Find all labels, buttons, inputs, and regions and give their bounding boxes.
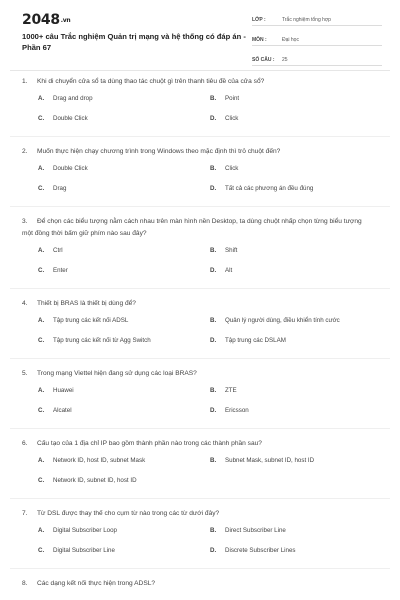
question-number: 6. bbox=[22, 440, 28, 447]
answer-option[interactable] bbox=[38, 405, 210, 425]
option-letter: C. bbox=[38, 407, 45, 414]
answer-option[interactable] bbox=[38, 113, 210, 133]
option-letter: D. bbox=[210, 185, 217, 192]
question-number: 7. bbox=[22, 510, 28, 517]
option-letter: A. bbox=[38, 165, 45, 172]
meta-label: SỐ CÂU : bbox=[252, 57, 275, 63]
question-divider bbox=[10, 358, 390, 359]
answer-option[interactable] bbox=[38, 245, 210, 265]
question-item bbox=[0, 438, 400, 499]
option-letter: D. bbox=[210, 407, 217, 414]
option-text: Alcatel bbox=[53, 407, 72, 414]
option-text: Enter bbox=[53, 267, 68, 274]
header-divider bbox=[10, 70, 390, 71]
site-logo[interactable] bbox=[22, 12, 70, 28]
answer-option[interactable] bbox=[210, 93, 380, 113]
question-number: 4. bbox=[22, 300, 28, 307]
question-divider bbox=[10, 428, 390, 429]
answer-option[interactable] bbox=[38, 455, 210, 475]
meta-label: MÔN : bbox=[252, 37, 267, 43]
question-item bbox=[0, 508, 400, 569]
answer-option[interactable] bbox=[38, 335, 210, 355]
question-text bbox=[22, 438, 372, 450]
answer-option[interactable] bbox=[38, 265, 210, 285]
option-letter: B. bbox=[210, 457, 217, 464]
option-letter: D. bbox=[210, 337, 217, 344]
option-text: Double Click bbox=[53, 115, 88, 122]
question-item bbox=[0, 298, 400, 359]
question-text bbox=[22, 216, 372, 240]
option-text: Point bbox=[225, 95, 240, 102]
option-letter: A. bbox=[38, 95, 45, 102]
answer-options bbox=[38, 385, 378, 425]
answer-option[interactable] bbox=[38, 315, 210, 335]
question-item bbox=[0, 146, 400, 207]
answer-option[interactable] bbox=[38, 163, 210, 183]
answer-option[interactable] bbox=[210, 245, 380, 265]
question-divider bbox=[10, 288, 390, 289]
option-letter: C. bbox=[38, 547, 45, 554]
option-text: Tập trung các kết nối từ Agg Switch bbox=[53, 337, 151, 344]
option-text: Click bbox=[225, 165, 239, 172]
question-item bbox=[0, 76, 400, 137]
answer-options bbox=[38, 163, 378, 203]
document-meta bbox=[252, 10, 382, 70]
answer-options bbox=[38, 525, 378, 565]
option-text: Tất cả các phương án đều đúng bbox=[225, 185, 314, 192]
answer-option[interactable] bbox=[210, 405, 380, 425]
answer-option[interactable] bbox=[210, 265, 380, 285]
question-body: Trong mạng Viettel hiện đang sử dụng các loại BRAS? bbox=[37, 370, 197, 377]
answer-option[interactable] bbox=[38, 525, 210, 545]
option-letter: B. bbox=[210, 317, 217, 324]
answer-option[interactable] bbox=[38, 385, 210, 405]
option-text: Tập trung các kết nối ADSL bbox=[53, 317, 129, 324]
option-letter: C. bbox=[38, 115, 45, 122]
question-number: 8. bbox=[22, 580, 28, 587]
option-letter: D. bbox=[210, 267, 217, 274]
option-text: Digital Subscriber Line bbox=[53, 547, 115, 554]
option-text: Drag bbox=[53, 185, 67, 192]
option-text: Subnet Mask, subnet ID, host ID bbox=[225, 457, 315, 464]
option-text: Network ID, host ID, subnet Mask bbox=[53, 457, 146, 464]
answer-option[interactable] bbox=[210, 163, 380, 183]
answer-option[interactable] bbox=[210, 455, 380, 475]
answer-option[interactable] bbox=[38, 475, 210, 495]
option-text: Shift bbox=[225, 247, 238, 254]
option-letter: C. bbox=[38, 267, 45, 274]
option-text: Ctrl bbox=[53, 247, 63, 254]
question-text bbox=[22, 368, 372, 380]
option-text: Tập trung các DSLAM bbox=[225, 337, 286, 344]
option-letter: B. bbox=[210, 165, 217, 172]
question-number: 2. bbox=[22, 148, 28, 155]
question-item bbox=[0, 578, 400, 590]
meta-label: LỚP : bbox=[252, 17, 266, 23]
answer-option[interactable] bbox=[38, 183, 210, 203]
option-text: Network ID, subnet ID, host ID bbox=[53, 477, 137, 484]
answer-option[interactable] bbox=[210, 335, 380, 355]
option-letter: C. bbox=[38, 337, 45, 344]
option-text: Double Click bbox=[53, 165, 88, 172]
logo-text: 2048 bbox=[22, 12, 60, 28]
question-text bbox=[22, 578, 372, 590]
option-letter: A. bbox=[38, 387, 45, 394]
option-text: Drag and drop bbox=[53, 95, 93, 102]
option-letter: D. bbox=[210, 547, 217, 554]
answer-option[interactable] bbox=[210, 315, 380, 335]
answer-option[interactable] bbox=[38, 93, 210, 113]
answer-option[interactable] bbox=[210, 113, 380, 133]
question-text bbox=[22, 508, 372, 520]
option-text: Digital Subscriber Loop bbox=[53, 527, 117, 534]
option-text: Quản lý người dùng, điều khiển tính cước bbox=[225, 317, 340, 324]
option-text: Alt bbox=[225, 267, 233, 274]
question-item bbox=[0, 216, 400, 289]
option-letter: C. bbox=[38, 477, 45, 484]
question-number: 3. bbox=[22, 218, 28, 225]
question-divider bbox=[10, 498, 390, 499]
meta-value: Trắc nghiệm tổng hợp bbox=[282, 17, 331, 23]
answer-option[interactable] bbox=[38, 545, 210, 565]
answer-options bbox=[38, 245, 378, 285]
option-letter: C. bbox=[38, 185, 45, 192]
option-text: Discrete Subscriber Lines bbox=[225, 547, 296, 554]
question-text bbox=[22, 298, 372, 310]
question-body: Muốn thực hiện chạy chương trình trong Windows theo mặc định thì trỏ chuột đến? bbox=[37, 148, 281, 155]
answer-option[interactable] bbox=[210, 525, 380, 545]
option-letter: A. bbox=[38, 457, 45, 464]
answer-options bbox=[38, 315, 378, 355]
question-number: 1. bbox=[22, 78, 28, 85]
answer-option[interactable] bbox=[210, 183, 380, 203]
option-text: Direct Subscriber Line bbox=[225, 527, 286, 534]
question-body: Từ DSL được thay thế cho cụm từ nào trong các từ dưới đây? bbox=[37, 510, 220, 517]
question-text bbox=[22, 76, 372, 88]
answer-options bbox=[38, 93, 378, 133]
meta-row-count bbox=[252, 50, 382, 66]
option-letter: A. bbox=[38, 247, 45, 254]
question-body: Khi di chuyển cửa sổ ta dùng thao tác chuột gì trên thanh tiêu đề của cửa sổ? bbox=[37, 78, 265, 85]
page-title: 1000+ câu Trắc nghiệm Quản trị mạng và hệ thống có đáp án - Phần 67 bbox=[22, 32, 246, 52]
option-text: Ericsson bbox=[225, 407, 249, 414]
option-letter: D. bbox=[210, 115, 217, 122]
question-divider bbox=[10, 206, 390, 207]
option-letter: B. bbox=[210, 95, 217, 102]
option-letter: B. bbox=[210, 247, 217, 254]
question-item bbox=[0, 368, 400, 429]
option-text: Click bbox=[225, 115, 239, 122]
meta-value: 25 bbox=[282, 57, 288, 63]
question-text bbox=[22, 146, 372, 158]
answer-options bbox=[38, 455, 378, 495]
question-divider bbox=[10, 136, 390, 137]
question-body: Để chọn các biểu tượng nằm cách nhau trên màn hình nền Desktop, ta dùng chuột nhấp chọn từng biểu tượng một đồng thời bấm giữ phím nào sau đây? bbox=[22, 218, 362, 237]
question-list bbox=[0, 76, 400, 590]
document-header bbox=[0, 0, 400, 70]
option-letter: A. bbox=[38, 317, 45, 324]
question-body: Thiết bị BRAS là thiết bị dùng để? bbox=[37, 300, 136, 307]
option-letter: B. bbox=[210, 387, 217, 394]
logo-suffix: .vn bbox=[60, 16, 71, 24]
meta-value: Đại học bbox=[282, 37, 299, 43]
option-text: ZTE bbox=[225, 387, 237, 394]
answer-option[interactable] bbox=[210, 545, 380, 565]
answer-option[interactable] bbox=[210, 385, 380, 405]
question-number: 5. bbox=[22, 370, 28, 377]
question-body: Các dạng kết nối thực hiện trong ADSL? bbox=[37, 580, 156, 587]
meta-row-subject bbox=[252, 30, 382, 46]
option-letter: A. bbox=[38, 527, 45, 534]
meta-row-class bbox=[252, 10, 382, 26]
option-text: Huawei bbox=[53, 387, 74, 394]
question-divider bbox=[10, 568, 390, 569]
option-letter: B. bbox=[210, 527, 217, 534]
question-body: Cấu tạo của 1 địa chỉ IP bao gồm thành phần nào trong các thành phần sau? bbox=[37, 440, 262, 447]
